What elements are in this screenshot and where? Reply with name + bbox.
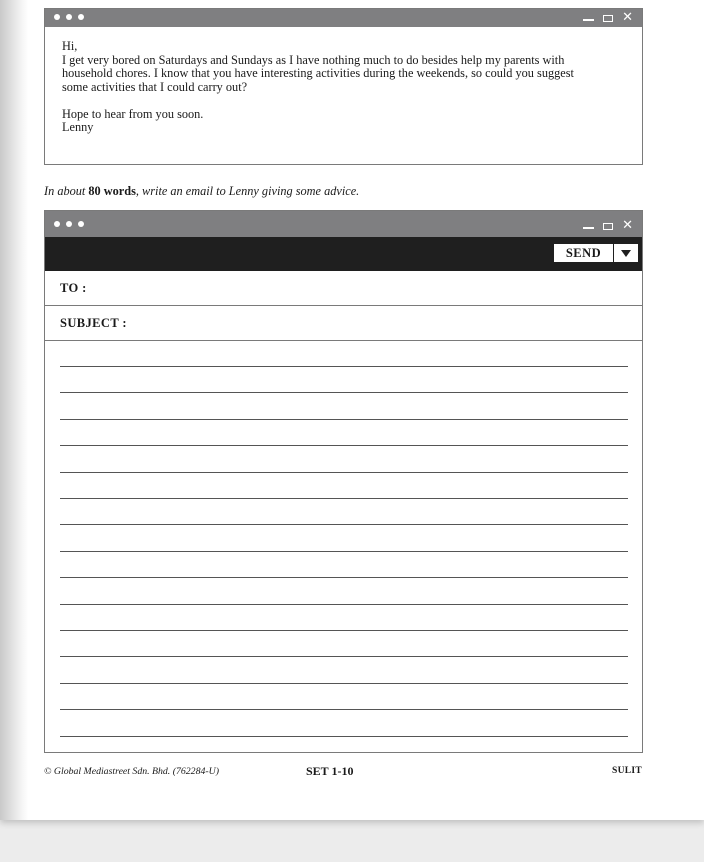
window-dot-icon xyxy=(54,14,60,20)
answer-line xyxy=(60,498,628,499)
answer-line xyxy=(60,419,628,420)
email-body-line: some activities that I could carry out? xyxy=(62,79,248,94)
answer-line xyxy=(60,683,628,684)
to-label: TO : xyxy=(60,281,87,295)
email-signature: Lenny xyxy=(62,120,94,134)
to-field[interactable] xyxy=(45,271,642,306)
window-controls xyxy=(583,218,633,234)
window-dot-icon xyxy=(66,221,72,227)
instruction-word-count: 80 words xyxy=(88,184,136,198)
maximize-icon xyxy=(603,223,613,230)
compose-toolbar xyxy=(45,237,642,271)
window-dot-icon xyxy=(78,221,84,227)
answer-line xyxy=(60,604,628,605)
answer-line xyxy=(60,551,628,552)
answer-writing-area[interactable] xyxy=(45,341,642,750)
answer-line xyxy=(60,524,628,525)
window-titlebar xyxy=(45,211,642,237)
answer-line xyxy=(60,472,628,473)
classification-label: SULIT xyxy=(611,766,642,776)
send-options-dropdown[interactable] xyxy=(614,244,638,262)
answer-line xyxy=(60,445,628,446)
email-body-line: household chores. I know that you have interesting activities during the weekends, so could you suggest xyxy=(62,66,574,80)
answer-line xyxy=(60,630,628,631)
instruction-prefix: In about xyxy=(44,184,89,198)
answer-line xyxy=(60,366,628,367)
subject-label: SUBJECT : xyxy=(60,316,127,330)
blank-line xyxy=(62,94,625,108)
received-email-window xyxy=(44,8,643,165)
book-spine-shadow xyxy=(0,0,28,820)
window-dots xyxy=(54,14,84,20)
maximize-icon xyxy=(603,15,613,22)
answer-line xyxy=(60,709,628,710)
window-dot-icon xyxy=(78,14,84,20)
minimize-icon xyxy=(583,227,594,229)
chevron-down-icon xyxy=(621,250,631,257)
window-controls xyxy=(583,10,633,26)
email-message-body xyxy=(45,27,642,135)
copyright-notice: © Global Mediastreet Sdn. Bhd. (762284-U) xyxy=(44,766,219,777)
minimize-icon xyxy=(583,19,594,21)
send-button-label: SEND xyxy=(565,246,602,260)
instruction-suffix: , write an email to Lenny giving some advice. xyxy=(135,184,360,198)
answer-line xyxy=(60,577,628,578)
email-greeting: Hi, xyxy=(62,39,78,53)
answer-line xyxy=(60,656,628,657)
close-icon: ✕ xyxy=(622,218,633,233)
compose-email-window xyxy=(44,210,643,753)
set-number: SET 1-10 xyxy=(306,764,354,778)
email-closing: Hope to hear from you soon. xyxy=(62,106,204,121)
subject-field[interactable] xyxy=(45,306,642,341)
window-titlebar xyxy=(45,9,642,27)
close-icon: ✕ xyxy=(622,10,633,25)
window-dot-icon xyxy=(54,221,60,227)
answer-line xyxy=(60,392,628,393)
answer-line xyxy=(60,736,628,737)
task-instruction xyxy=(44,184,359,199)
email-body-line: I get very bored on Saturdays and Sundays as I have nothing much to do besides help my parents with xyxy=(62,52,565,67)
window-dots xyxy=(54,221,84,227)
window-dot-icon xyxy=(66,14,72,20)
send-button[interactable] xyxy=(554,244,638,262)
